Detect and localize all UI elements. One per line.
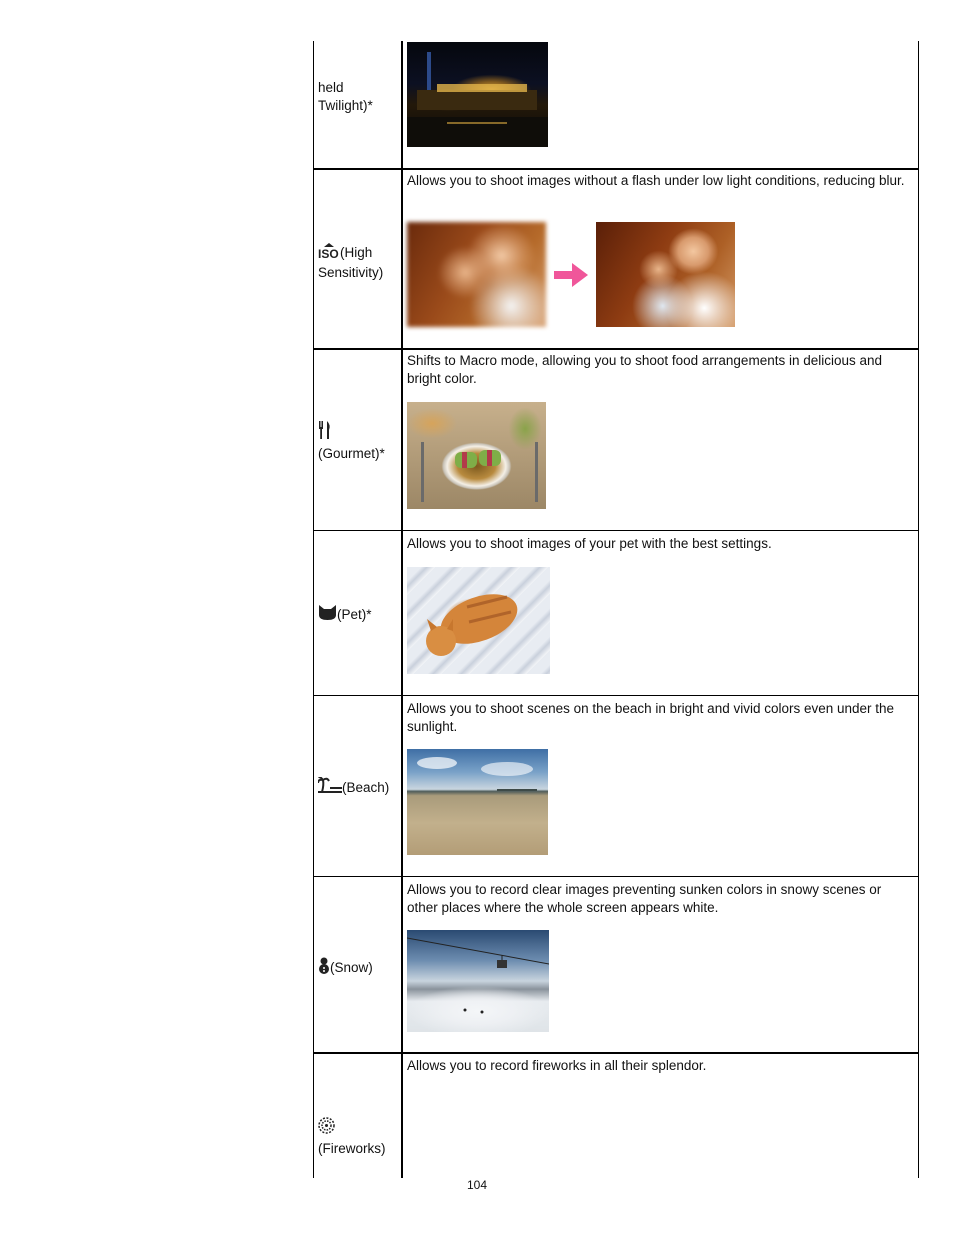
page-number: 104	[466, 1178, 488, 1192]
label-text: (High Sensitivity)	[318, 245, 384, 280]
scene-description: Allows you to record clear images preventing sunken colors in snowy scenes or other places where the whole screen appears white.	[407, 882, 882, 915]
label-text: (Pet)*	[337, 607, 372, 622]
scene-description: Allows you to shoot images without a flash under low light conditions, reducing blur.	[407, 173, 905, 188]
label-text: held Twilight)*	[318, 80, 373, 113]
food-plate-drawing	[407, 402, 546, 509]
twilight-scene-drawing	[407, 42, 548, 147]
ski-lift-drawing	[407, 930, 549, 1032]
snowman-icon	[318, 957, 330, 979]
label-text: (Beach)	[342, 780, 390, 795]
twilight-sample-photo	[407, 42, 548, 147]
beach-sample-photo	[407, 749, 548, 855]
row-divider	[313, 876, 919, 877]
pet-sample-photo	[407, 567, 550, 674]
scene-label-twilight	[318, 79, 388, 115]
table-right-border	[918, 41, 919, 1178]
scene-label-gourmet	[318, 421, 400, 463]
label-text: (Fireworks)	[318, 1141, 386, 1156]
sharp-sample-photo	[596, 222, 735, 327]
gourmet-sample-photo	[407, 402, 546, 509]
row-divider	[313, 168, 919, 170]
scene-description: Allows you to record fireworks in all their splendor.	[407, 1058, 707, 1073]
fork-knife-icon	[318, 421, 400, 444]
cat-face-icon	[318, 604, 337, 626]
iso-high-sensitivity-icon	[318, 242, 340, 264]
scene-label-high-sensitivity	[318, 242, 400, 282]
scene-label-beach	[318, 777, 404, 799]
row-divider	[313, 1052, 919, 1054]
svg-text:ISO: ISO	[318, 247, 339, 259]
table-left-border	[313, 41, 314, 1178]
beach-scene-drawing	[407, 749, 548, 855]
scene-label-snow	[318, 957, 400, 979]
blurred-sample-photo	[407, 222, 546, 327]
row-divider	[313, 530, 919, 531]
label-text: (Gourmet)*	[318, 446, 385, 461]
scene-label-pet	[318, 604, 400, 626]
scene-description: Shifts to Macro mode, allowing you to shoot food arrangements in delicious and bright color.	[407, 353, 883, 386]
label-text: (Snow)	[330, 960, 373, 975]
fireworks-icon	[318, 1117, 400, 1139]
palm-tree-icon	[318, 777, 342, 799]
arrow-right-icon	[554, 263, 588, 287]
snow-sample-photo	[407, 930, 549, 1032]
scene-description: Allows you to shoot scenes on the beach in bright and vivid colors even under the sunlight.	[407, 701, 895, 734]
row-divider	[313, 695, 919, 696]
table-column-divider	[401, 41, 403, 1178]
row-divider	[313, 348, 919, 350]
cat-drawing	[407, 567, 550, 674]
scene-description: Allows you to shoot images of your pet with the best settings.	[407, 536, 772, 551]
scene-label-fireworks	[318, 1117, 400, 1158]
